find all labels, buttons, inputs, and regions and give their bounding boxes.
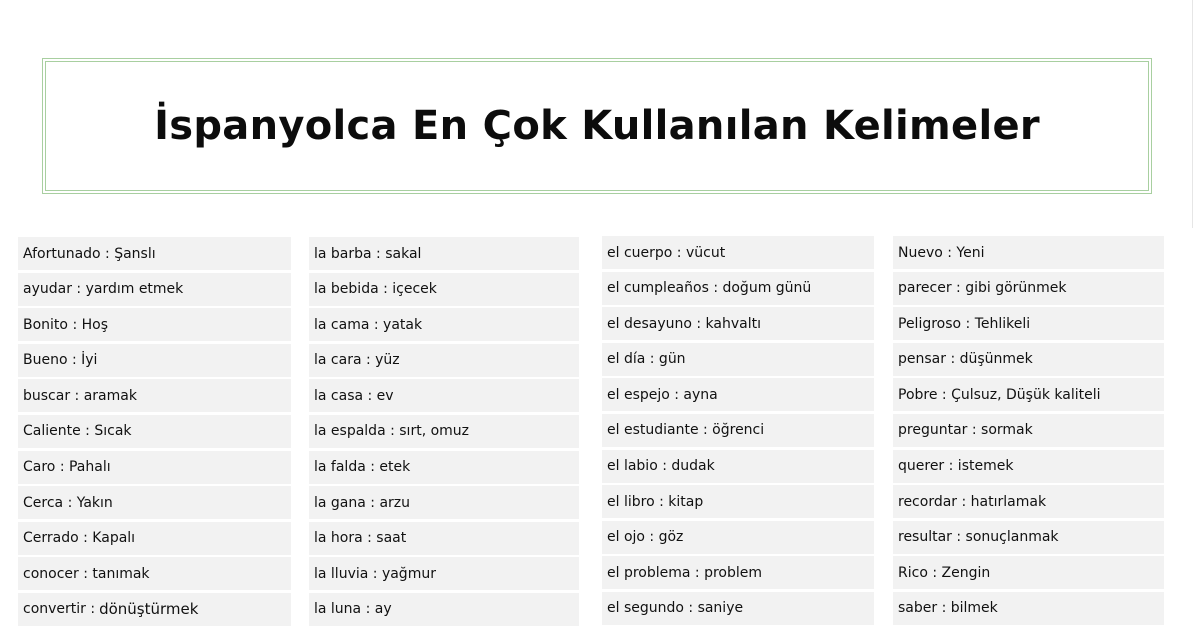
vocab-row: la gana : arzu xyxy=(309,486,579,519)
vocab-row: la lluvia : yağmur xyxy=(309,557,579,590)
vocab-row: el segundo : saniye xyxy=(602,592,874,625)
vocab-row: querer : istemek xyxy=(893,450,1164,483)
vocab-row: Cerca : Yakın xyxy=(18,486,291,519)
vocab-row: Rico : Zengin xyxy=(893,556,1164,589)
vocab-row: buscar : aramak xyxy=(18,379,291,412)
page-edge-divider xyxy=(1192,0,1193,228)
vocab-row: la luna : ay xyxy=(309,593,579,626)
vocab-column-4 xyxy=(893,236,1164,628)
vocab-column-3 xyxy=(602,236,874,628)
vocab-row: el estudiante : öğrenci xyxy=(602,414,874,447)
vocab-row: ayudar : yardım etmek xyxy=(18,273,291,306)
vocab-row: Bueno : İyi xyxy=(18,344,291,377)
vocab-row: el espejo : ayna xyxy=(602,378,874,411)
page-title: İspanyolca En Çok Kullanılan Kelimeler xyxy=(154,103,1040,149)
vocab-row: la cama : yatak xyxy=(309,308,579,341)
vocab-row: la casa : ev xyxy=(309,379,579,412)
vocab-meaning: dönüştürmek xyxy=(99,600,199,619)
vocab-row: el cumpleaños : doğum günü xyxy=(602,272,874,305)
vocab-row: conocer : tanımak xyxy=(18,557,291,590)
vocab-row: el labio : dudak xyxy=(602,450,874,483)
vocab-column-2 xyxy=(309,237,579,629)
vocab-row: la barba : sakal xyxy=(309,237,579,270)
vocab-row: saber : bilmek xyxy=(893,592,1164,625)
vocab-row: la espalda : sırt, omuz xyxy=(309,415,579,448)
vocab-column-1 xyxy=(18,237,291,629)
vocab-term: convertir : xyxy=(23,601,96,618)
vocab-row: la hora : saat xyxy=(309,522,579,555)
vocab-row: recordar : hatırlamak xyxy=(893,485,1164,518)
vocab-row: Peligroso : Tehlikeli xyxy=(893,307,1164,340)
vocab-row: Nuevo : Yeni xyxy=(893,236,1164,269)
vocab-row: el cuerpo : vücut xyxy=(602,236,874,269)
vocab-row: el día : gün xyxy=(602,343,874,376)
vocab-row: pensar : düşünmek xyxy=(893,343,1164,376)
vocab-row: resultar : sonuçlanmak xyxy=(893,521,1164,554)
vocab-row: Cerrado : Kapalı xyxy=(18,522,291,555)
vocab-row: Afortunado : Şanslı xyxy=(18,237,291,270)
title-banner xyxy=(42,58,1152,194)
vocab-row: la cara : yüz xyxy=(309,344,579,377)
vocab-row: Bonito : Hoş xyxy=(18,308,291,341)
vocab-row: Caro : Pahalı xyxy=(18,451,291,484)
vocab-row: preguntar : sormak xyxy=(893,414,1164,447)
vocab-row: el ojo : göz xyxy=(602,521,874,554)
vocab-row: Pobre : Çulsuz, Düşük kaliteli xyxy=(893,378,1164,411)
vocab-row: Caliente : Sıcak xyxy=(18,415,291,448)
vocab-row: el libro : kitap xyxy=(602,485,874,518)
vocab-row xyxy=(18,593,291,626)
vocab-row: parecer : gibi görünmek xyxy=(893,272,1164,305)
vocab-row: el problema : problem xyxy=(602,556,874,589)
vocab-row: la falda : etek xyxy=(309,451,579,484)
vocab-row: el desayuno : kahvaltı xyxy=(602,307,874,340)
vocab-row: la bebida : içecek xyxy=(309,273,579,306)
